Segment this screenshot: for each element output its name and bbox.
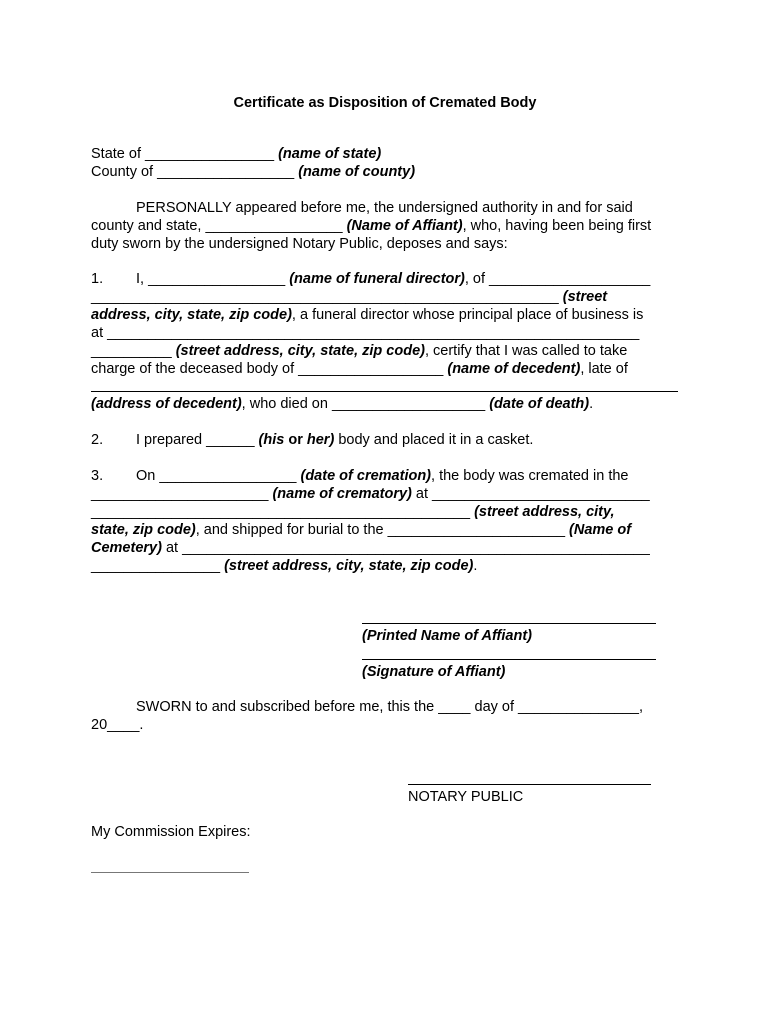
- decedent-address-hint: (address of decedent): [91, 396, 242, 412]
- blank-line: ______________________: [91, 486, 269, 502]
- blank-line: ________________: [91, 558, 221, 574]
- item-3-line-5: [91, 539, 650, 557]
- item-number: 1.: [91, 271, 104, 287]
- item-text: body and placed it in a casket.: [338, 432, 534, 448]
- commission-label: My Commission Expires:: [91, 824, 251, 840]
- date-of-death-hint: (date of death): [489, 396, 590, 412]
- item-text: , a funeral director whose principal place of business is: [291, 307, 644, 323]
- item-1-line-2: [91, 288, 607, 306]
- cemetery-address-hint: (street address, city, state, zip code): [224, 558, 474, 574]
- intro-text: county and state, _________________: [91, 218, 343, 234]
- blank-line: __________________________________________________________: [91, 289, 559, 305]
- intro-line-3: duty sworn by the undersigned Notary Public, deposes and says:: [91, 236, 508, 252]
- item-number: 3.: [91, 468, 104, 484]
- item-text: charge of the deceased body of __________________: [91, 361, 444, 377]
- address-hint: address, city, state, zip code): [91, 307, 292, 323]
- printed-name-label: (Printed Name of Affiant): [362, 628, 532, 644]
- item-text: , of ____________________: [464, 271, 651, 287]
- decedent-hint: (name of decedent): [447, 361, 581, 377]
- state-hint: (name of state): [278, 146, 382, 162]
- item-3-line-2: [91, 485, 650, 503]
- sworn-line-1: SWORN to and subscribed before me, this the ____ day of _______________,: [136, 699, 644, 715]
- county-hint: (name of county): [298, 164, 416, 180]
- business-address-hint: (street address, city, state, zip code): [175, 343, 425, 359]
- item-1-line-4: at __________________________________________________________________: [91, 325, 640, 341]
- decedent-address-rule: [91, 391, 678, 392]
- item-1-line-1: [91, 270, 650, 288]
- commission-rule: [91, 872, 249, 873]
- blank-line: _______________________________________________: [91, 504, 471, 520]
- affiant-hint: (Name of Affiant): [346, 218, 463, 234]
- intro-line-2: [91, 217, 651, 235]
- item-text: , certify that I was called to take: [424, 343, 628, 359]
- item-text: I, _________________: [136, 271, 286, 287]
- notary-rule: [408, 784, 651, 785]
- cremation-date-hint: (date of cremation): [300, 468, 432, 484]
- item-text: at ___________________________: [415, 486, 650, 502]
- blank-line: __________: [91, 343, 172, 359]
- cemetery-hint-cont: Cemetery): [91, 540, 162, 556]
- item-3-line-3: [91, 503, 615, 521]
- item-1-line-6: [91, 360, 628, 378]
- item-1-line-8: [91, 395, 593, 413]
- item-1-line-5: [91, 342, 627, 360]
- intro-text: , who, having been being first: [462, 218, 652, 234]
- county-label: County of _________________: [91, 164, 295, 180]
- state-line: [91, 145, 381, 163]
- item-1-line-3: [91, 306, 643, 324]
- document-title: Certificate as Disposition of Cremated Body: [233, 95, 537, 111]
- item-3-line-4: [91, 521, 631, 539]
- item-3-line-6: [91, 557, 477, 575]
- crematory-address-hint-cont: state, zip code): [91, 522, 196, 538]
- county-line: [91, 163, 415, 181]
- item-text: , who died on ___________________: [241, 396, 486, 412]
- or-word: or: [288, 432, 303, 448]
- printed-name-rule: [362, 623, 656, 624]
- state-label: State of ________________: [91, 146, 275, 162]
- item-text: at __________________________________________________________: [165, 540, 650, 556]
- signature-rule: [362, 659, 656, 660]
- item-3-line-1: [91, 467, 629, 485]
- item-text: On _________________: [136, 468, 297, 484]
- item-text: , the body was cremated in the: [431, 468, 629, 484]
- item-number: 2.: [91, 432, 104, 448]
- crematory-address-hint: (street address, city,: [474, 504, 615, 520]
- his-hint: (his: [258, 432, 285, 448]
- street-hint: (street: [562, 289, 608, 305]
- item-text: , and shipped for burial to the ______________________: [195, 522, 566, 538]
- item-text: .: [473, 558, 478, 574]
- item-text: .: [589, 396, 594, 412]
- her-hint: her): [306, 432, 335, 448]
- item-text: I prepared ______: [136, 432, 255, 448]
- funeral-director-hint: (name of funeral director): [289, 271, 465, 287]
- intro-line-1: PERSONALLY appeared before me, the undersigned authority in and for said: [136, 200, 633, 216]
- cemetery-hint: (Name of: [569, 522, 632, 538]
- item-text: , late of: [580, 361, 628, 377]
- item-2-line-1: [91, 431, 533, 449]
- crematory-hint: (name of crematory): [272, 486, 412, 502]
- notary-label: NOTARY PUBLIC: [408, 789, 524, 805]
- signature-label: (Signature of Affiant): [362, 664, 506, 680]
- sworn-line-2: 20____.: [91, 717, 144, 733]
